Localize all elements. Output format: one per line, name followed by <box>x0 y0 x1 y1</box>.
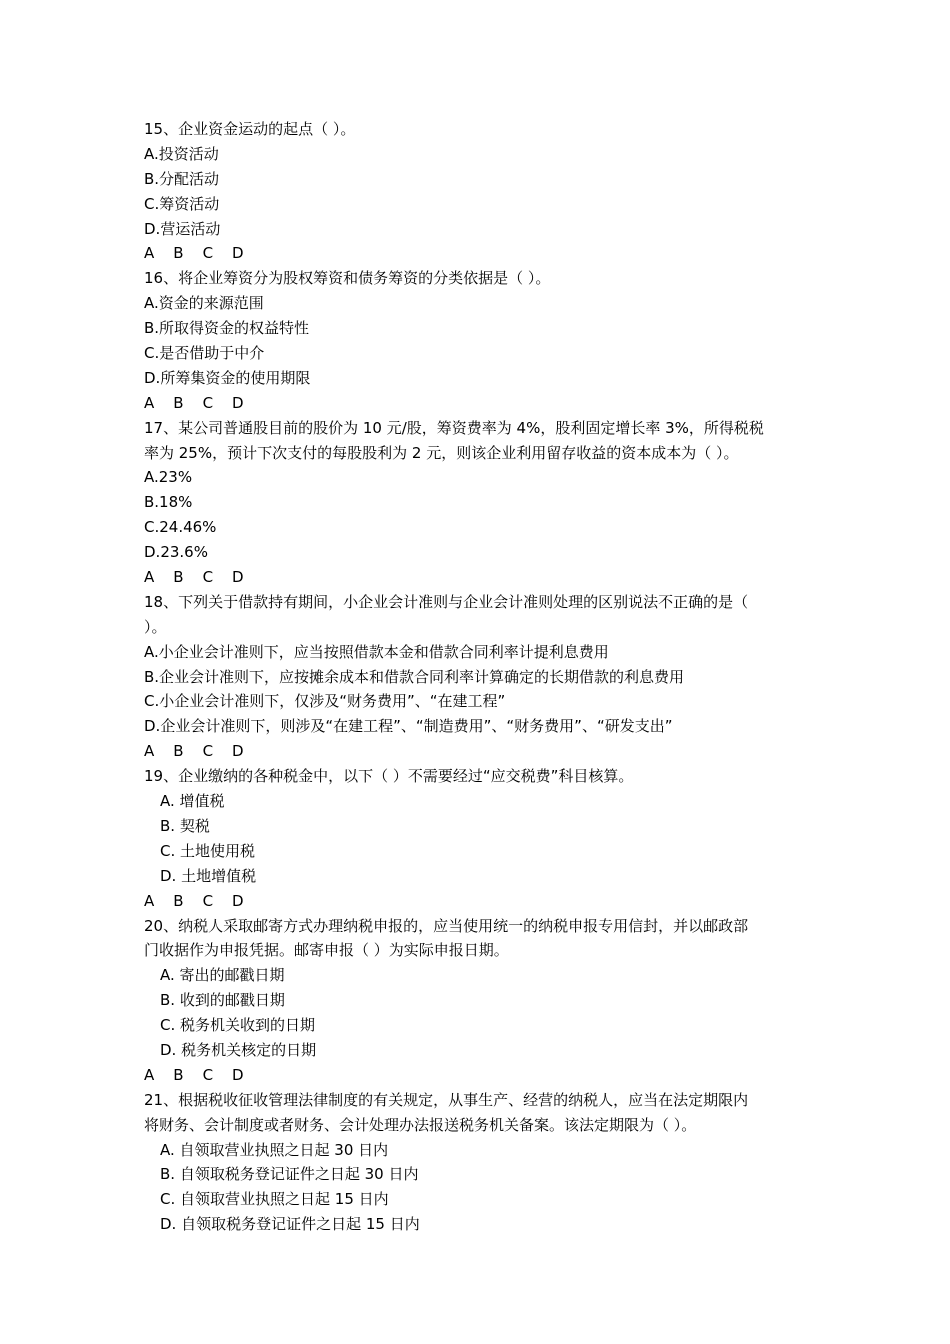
option-b: B. 自领取税务登记证件之日起 30 日内 <box>160 1165 419 1184</box>
answer-letter-a: A <box>144 742 155 761</box>
answer-letter-a: A <box>144 891 155 910</box>
question-18 <box>144 590 812 764</box>
question-20 <box>144 914 812 1088</box>
option-a: A. 增值税 <box>160 792 225 811</box>
answer-letter-c: C <box>202 244 214 263</box>
question-stem: 16、将企业筹资分为股权筹资和债务筹资的分类依据是（ ）。 <box>144 269 551 288</box>
question-stem-line-2: 将财务、会计制度或者财务、会计处理办法报送税务机关备案。该法定期限为（ ）。 <box>144 1115 697 1134</box>
option-a: A.小企业会计准则下，应当按照借款本金和借款合同利率计提利息费用 <box>144 642 609 661</box>
answer-letter-d: D <box>232 568 244 587</box>
option-b: B.18% <box>144 493 193 512</box>
option-c: C.是否借助于中介 <box>144 344 265 363</box>
answer-letter-a: A <box>144 244 155 263</box>
option-c: C. 自领取营业执照之日起 15 日内 <box>160 1190 389 1209</box>
option-d: D. 土地增值税 <box>160 866 257 885</box>
question-stem-line-2: 率为 25%，预计下次支付的每股股利为 2 元，则该企业利用留存收益的资本成本为（ ）。 <box>144 443 739 462</box>
option-b: B.所取得资金的权益特性 <box>144 319 310 338</box>
question-stem-line-2: 门收据作为申报凭据。邮寄申报（ ）为实际申报日期。 <box>144 941 509 960</box>
question-15 <box>144 117 812 266</box>
answer-letter-a: A <box>144 393 155 412</box>
question-stem-line-2: ）。 <box>144 617 167 636</box>
option-c: C. 税务机关收到的日期 <box>160 1016 316 1035</box>
question-19 <box>144 764 812 913</box>
answer-letters <box>144 739 812 764</box>
answer-letter-d: D <box>232 1065 244 1084</box>
option-b: B. 契税 <box>160 816 210 835</box>
answer-letter-c: C <box>202 393 214 412</box>
answer-letters <box>144 565 812 590</box>
answer-letters <box>144 241 812 266</box>
question-21 <box>144 1088 812 1237</box>
answer-letter-a: A <box>144 1065 155 1084</box>
question-16 <box>144 266 812 415</box>
question-stem-line-1: 17、某公司普通股目前的股价为 10 元/股，筹资费率为 4%，股利固定增长率 3%，所得税税 <box>144 418 764 437</box>
question-stem-line-1: 18、下列关于借款持有期间，小企业会计准则与企业会计准则处理的区别说法不正确的是（ <box>144 592 749 611</box>
option-d: D.企业会计准则下，则涉及“在建工程”、“制造费用”、“财务费用”、“研发支出” <box>144 717 673 736</box>
option-d: D.所筹集资金的使用期限 <box>144 368 311 387</box>
answer-letters <box>144 391 812 416</box>
option-c: C. 土地使用税 <box>160 841 256 860</box>
option-d: D.营运活动 <box>144 219 221 238</box>
option-a: A.资金的来源范围 <box>144 294 264 313</box>
answer-letter-b: B <box>173 891 184 910</box>
answer-letter-c: C <box>202 1065 214 1084</box>
option-d: D.23.6% <box>144 543 208 562</box>
option-a: A. 寄出的邮戳日期 <box>160 966 285 985</box>
answer-letter-d: D <box>232 244 244 263</box>
answer-letter-b: B <box>173 244 184 263</box>
answer-letter-d: D <box>232 393 244 412</box>
answer-letter-d: D <box>232 742 244 761</box>
answer-letter-b: B <box>173 1065 184 1084</box>
answer-letters <box>144 889 812 914</box>
answer-letter-c: C <box>202 742 214 761</box>
answer-letter-c: C <box>202 568 214 587</box>
option-c: C.小企业会计准则下，仅涉及“财务费用”、“在建工程” <box>144 692 506 711</box>
option-d: D. 税务机关核定的日期 <box>160 1040 317 1059</box>
answer-letter-d: D <box>232 891 244 910</box>
option-a: A. 自领取营业执照之日起 30 日内 <box>160 1140 389 1159</box>
answer-letter-b: B <box>173 393 184 412</box>
option-b: B.企业会计准则下，应按摊余成本和借款合同利率计算确定的长期借款的利息费用 <box>144 667 685 686</box>
answer-letter-b: B <box>173 568 184 587</box>
option-c: C.筹资活动 <box>144 194 220 213</box>
option-a: A.23% <box>144 468 193 487</box>
question-stem: 15、企业资金运动的起点（ ）。 <box>144 120 356 138</box>
question-stem-line-1: 20、纳税人采取邮寄方式办理纳税申报的，应当使用统一的纳税申报专用信封，并以邮政部 <box>144 916 749 935</box>
option-d: D. 自领取税务登记证件之日起 15 日内 <box>160 1215 420 1234</box>
answer-letter-c: C <box>202 891 214 910</box>
option-c: C.24.46% <box>144 518 217 537</box>
question-stem-line-1: 21、根据税收征收管理法律制度的有关规定，从事生产、经营的纳税人，应当在法定期限内 <box>144 1090 749 1109</box>
document-page <box>144 117 812 1237</box>
answer-letters <box>144 1063 812 1088</box>
option-b: B. 收到的邮戳日期 <box>160 991 285 1010</box>
option-a: A.投资活动 <box>144 144 219 163</box>
answer-letter-a: A <box>144 568 155 587</box>
question-stem: 19、企业缴纳的各种税金中，以下（ ）不需要经过“应交税费”科目核算。 <box>144 767 634 786</box>
question-17 <box>144 416 812 590</box>
answer-letter-b: B <box>173 742 184 761</box>
option-b: B.分配活动 <box>144 169 220 188</box>
